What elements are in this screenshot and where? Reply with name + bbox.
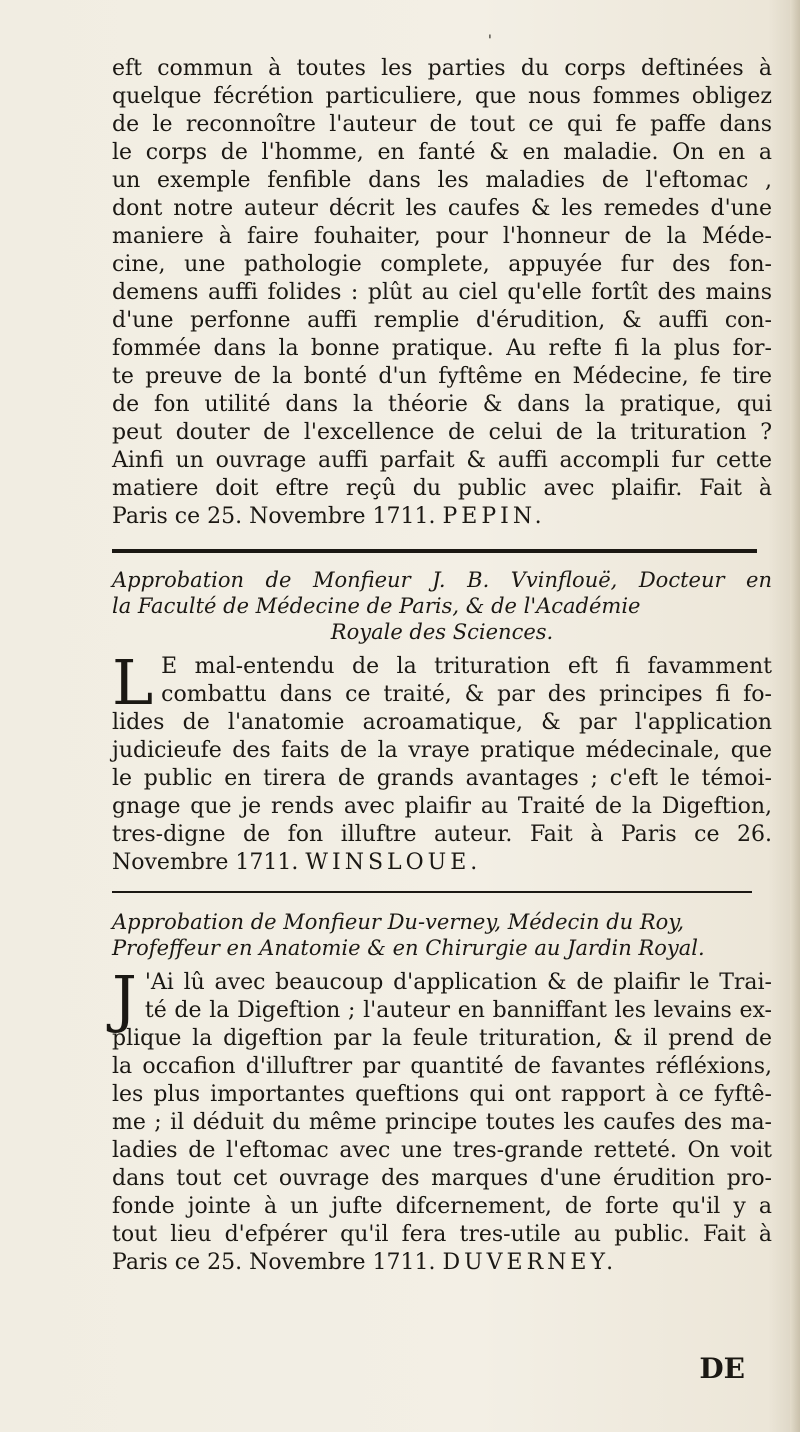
drop-cap: L <box>112 646 154 719</box>
heading-line: Approbation de Monfieur Du-verney, Médecin du Roy, <box>112 910 685 934</box>
text-line: de fon utilité dans la théorie & dans la pratique, qui <box>112 392 772 417</box>
text-line: fonde jointe à un jufte difcernement, de forte qu'il y a <box>112 1194 772 1219</box>
text-line: les plus importantes queftions qui ont rapport à ce fyftê- <box>112 1082 772 1107</box>
date-text: Paris ce 25. Novembre 1711. <box>112 1250 443 1275</box>
text-line: te preuve de la bonté d'un fyftême en Médecine, fe tire <box>112 364 772 389</box>
stray-mark: ' <box>488 33 492 49</box>
text-line: plique la digeftion par la feule trituration, & il prend de <box>112 1026 772 1051</box>
separator-rule <box>112 549 757 553</box>
text-line: de le reconnoître l'auteur de tout ce qui fe paffe dans <box>112 112 772 137</box>
text-line: E mal-entendu de la trituration eft fi favamment <box>161 654 772 679</box>
text-line: peut douter de l'excellence de celui de la trituration ? <box>112 420 772 445</box>
duverney-approbation-heading <box>112 909 772 961</box>
text-line: dans tout cet ouvrage des marques d'une érudition pro- <box>112 1166 772 1191</box>
closing-line <box>112 1249 772 1277</box>
pepin-approbation-text <box>112 55 772 531</box>
text-line: d'une perfonne auffi remplie d'érudition, & auffi con- <box>112 308 772 333</box>
heading-line: Profeffeur en Anatomie & en Chirurgie au Jardin Royal. <box>112 936 705 960</box>
text-line: tres-digne de fon illuftre auteur. Fait à Paris ce 26. <box>112 822 772 847</box>
signature: DUVERNEY. <box>442 1250 618 1275</box>
date-text: Novembre 1711. <box>112 850 306 875</box>
catchword: DE <box>699 1352 745 1385</box>
page-edge <box>790 0 800 1432</box>
text-line: 'Ai lû avec beaucoup d'application & de plaifir le Trai- <box>144 970 772 995</box>
text-line: demens auffi folides : plût au ciel qu'elle fortît des mains <box>112 280 772 305</box>
text-line: le corps de l'homme, en fanté & en maladie. On en a <box>112 140 772 165</box>
text-line: la occafion d'illuftrer par quantité de favantes réfléxions, <box>112 1054 772 1079</box>
winsloue-approbation-heading <box>112 567 772 645</box>
date-text: Paris ce 25. Novembre 1711. <box>112 504 443 529</box>
text-line: ladies de l'eftomac avec une tres-grande retteté. On voit <box>112 1138 772 1163</box>
text-line: judicieufe des faits de la vraye pratique médecinale, que <box>112 738 772 763</box>
closing-line <box>112 849 772 877</box>
text-line: matiere doit eftre reçû du public avec plaifir. Fait à <box>112 476 772 501</box>
drop-cap: J <box>112 962 137 1035</box>
text-line: gnage que je rends avec plaifir au Traité de la Digeftion, <box>112 794 772 819</box>
text-line: eft commun à toutes les parties du corps deftinées à <box>112 56 772 81</box>
closing-line <box>112 503 772 531</box>
text-line: lides de l'anatomie acroamatique, & par l'application <box>112 710 772 735</box>
text-line: cine, une pathologie complete, appuyée fur des fon- <box>112 252 772 277</box>
signature: PEPIN. <box>442 504 546 529</box>
text-line: fommée dans la bonne pratique. Au refte fi la plus for- <box>112 336 772 361</box>
text-line: me ; il déduit du même principe toutes les caufes des ma- <box>112 1110 772 1135</box>
text-line: Ainfi un ouvrage auffi parfait & auffi accompli fur cette <box>112 448 772 473</box>
winsloue-approbation-text <box>112 646 772 877</box>
text-line: tout lieu d'efpérer qu'il fera tres-utile au public. Fait à <box>112 1222 772 1247</box>
text-line: maniere à faire fouhaiter, pour l'honneur de la Méde- <box>112 224 772 249</box>
text-line: té de la Digeftion ; l'auteur en banniffant les levains ex- <box>144 998 772 1023</box>
heading-line: Royale des Sciences. <box>330 620 554 644</box>
text-line: un exemple fenfible dans les maladies de l'eftomac , <box>112 168 772 193</box>
duverney-approbation-text <box>112 962 772 1277</box>
heading-line: Approbation de Monfieur J. B. Vvinflouë, Docteur en <box>112 568 772 592</box>
separator-rule <box>112 891 752 893</box>
text-line: le public en tirera de grands avantages ; c'eft le témoi- <box>112 766 772 791</box>
signature: WINSLOUE. <box>305 850 482 875</box>
text-line: quelque fécrétion particuliere, que nous fommes obligez <box>112 84 772 109</box>
text-line: dont notre auteur décrit les caufes & les remedes d'une <box>112 196 772 221</box>
text-line: combattu dans ce traité, & par des principes fi fo- <box>161 682 772 707</box>
heading-line: la Faculté de Médecine de Paris, & de l'Académie <box>112 594 641 618</box>
text-column <box>112 55 772 1277</box>
